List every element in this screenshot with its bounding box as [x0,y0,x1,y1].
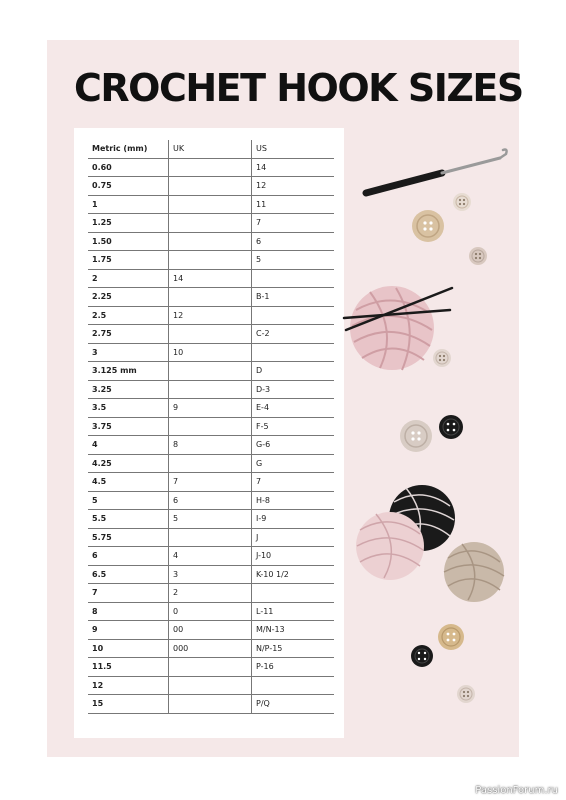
cell-us: J [252,528,335,547]
cell-us: I-9 [252,510,335,529]
table-row [88,399,334,418]
button-icon [453,193,471,211]
column-header-uk: UK [169,140,252,158]
cell-metric: 8 [88,602,169,621]
cell-uk: 6 [169,491,252,510]
table-row [88,528,334,547]
cell-uk: 10 [169,343,252,362]
cell-us: D-3 [252,380,335,399]
cell-uk: 4 [169,547,252,566]
watermark: PassionForum.ru [475,785,558,796]
table-row [88,584,334,603]
cell-metric: 0.60 [88,158,169,177]
table-row [88,454,334,473]
table-row [88,676,334,695]
button-icon [438,624,464,650]
table-row [88,602,334,621]
cell-uk [169,251,252,270]
cell-uk: 00 [169,621,252,640]
table-row [88,417,334,436]
cell-uk [169,288,252,307]
button-icon [412,210,444,242]
yarn-ball-icon [350,286,434,370]
cell-uk [169,417,252,436]
cell-metric: 2.75 [88,325,169,344]
cell-us [252,343,335,362]
table-row [88,510,334,529]
cell-us: 11 [252,195,335,214]
table-row [88,380,334,399]
button-icon [400,420,432,452]
cell-metric: 5 [88,491,169,510]
cell-us: N/P-15 [252,639,335,658]
cell-uk: 7 [169,473,252,492]
button-icon [411,645,433,667]
button-icon [433,349,451,367]
cell-us: D [252,362,335,381]
cell-us: G-6 [252,436,335,455]
cell-metric: 4.25 [88,454,169,473]
cell-us: L-11 [252,602,335,621]
cell-metric: 3.125 mm [88,362,169,381]
button-icon [457,685,475,703]
cell-us: C-2 [252,325,335,344]
cell-metric: 10 [88,639,169,658]
cell-uk [169,158,252,177]
table-row [88,621,334,640]
cell-metric: 11.5 [88,658,169,677]
cell-us: E-4 [252,399,335,418]
cell-uk [169,695,252,714]
cell-uk [169,454,252,473]
cell-metric: 3.5 [88,399,169,418]
table-row [88,473,334,492]
table-card [74,128,344,738]
cell-us: P-16 [252,658,335,677]
cell-us: M/N-13 [252,621,335,640]
cell-metric: 0.75 [88,177,169,196]
cell-uk [169,232,252,251]
cell-metric: 9 [88,621,169,640]
table-header-row [88,140,334,158]
table-row [88,639,334,658]
cell-uk: 0 [169,602,252,621]
cell-us: K-10 1/2 [252,565,335,584]
cell-metric: 2.5 [88,306,169,325]
cell-uk: 12 [169,306,252,325]
cell-us: B-1 [252,288,335,307]
cell-metric: 2 [88,269,169,288]
cell-us: 6 [252,232,335,251]
cell-us [252,584,335,603]
column-header-metric: Metric (mm) [88,140,169,158]
cell-metric: 15 [88,695,169,714]
cell-uk [169,325,252,344]
column-header-us: US [252,140,335,158]
cell-metric: 1.25 [88,214,169,233]
cell-metric: 7 [88,584,169,603]
table-row [88,269,334,288]
cell-us: J-10 [252,547,335,566]
table-row [88,214,334,233]
page-title: CROCHET HOOK SIZES [74,66,523,110]
table-row [88,251,334,270]
cell-metric: 3 [88,343,169,362]
cell-uk: 8 [169,436,252,455]
cell-metric: 4.5 [88,473,169,492]
cell-us [252,269,335,288]
table-body [88,158,334,713]
cell-metric: 4 [88,436,169,455]
cell-uk [169,177,252,196]
table-row [88,362,334,381]
cell-uk: 000 [169,639,252,658]
yarn-ball-icon [444,542,504,602]
yarn-ball-icon [356,512,424,580]
cell-uk: 2 [169,584,252,603]
cell-metric: 1.50 [88,232,169,251]
cell-metric: 3.75 [88,417,169,436]
cell-uk [169,380,252,399]
cell-uk: 5 [169,510,252,529]
table-row [88,158,334,177]
button-icon [439,415,463,439]
table-row [88,491,334,510]
table-row [88,288,334,307]
button-icon [469,247,487,265]
cell-metric: 6 [88,547,169,566]
cell-us: G [252,454,335,473]
table-row [88,547,334,566]
cell-metric: 3.25 [88,380,169,399]
cell-uk: 14 [169,269,252,288]
cell-metric: 2.25 [88,288,169,307]
crochet-hook-icon [366,150,507,194]
table-row [88,325,334,344]
decorative-illustration [340,140,520,720]
cell-uk: 3 [169,565,252,584]
cell-uk [169,528,252,547]
cell-us: H-8 [252,491,335,510]
table-row [88,195,334,214]
cell-us [252,306,335,325]
cell-metric: 6.5 [88,565,169,584]
table-row [88,658,334,677]
table-row [88,436,334,455]
cell-uk [169,214,252,233]
cell-us: 12 [252,177,335,196]
cell-us: 7 [252,214,335,233]
cell-uk [169,676,252,695]
cell-uk [169,658,252,677]
cell-us [252,676,335,695]
cell-metric: 1.75 [88,251,169,270]
cell-us: 7 [252,473,335,492]
cell-us: 5 [252,251,335,270]
table-row [88,232,334,251]
table-row [88,306,334,325]
cell-metric: 12 [88,676,169,695]
table-row [88,695,334,714]
table-row [88,343,334,362]
cell-metric: 5.5 [88,510,169,529]
cell-us: 14 [252,158,335,177]
cell-uk [169,195,252,214]
table-row [88,565,334,584]
table-row [88,177,334,196]
cell-uk: 9 [169,399,252,418]
cell-us: P/Q [252,695,335,714]
cell-metric: 1 [88,195,169,214]
cell-metric: 5.75 [88,528,169,547]
cell-us: F-5 [252,417,335,436]
cell-uk [169,362,252,381]
hook-size-table [88,140,334,714]
